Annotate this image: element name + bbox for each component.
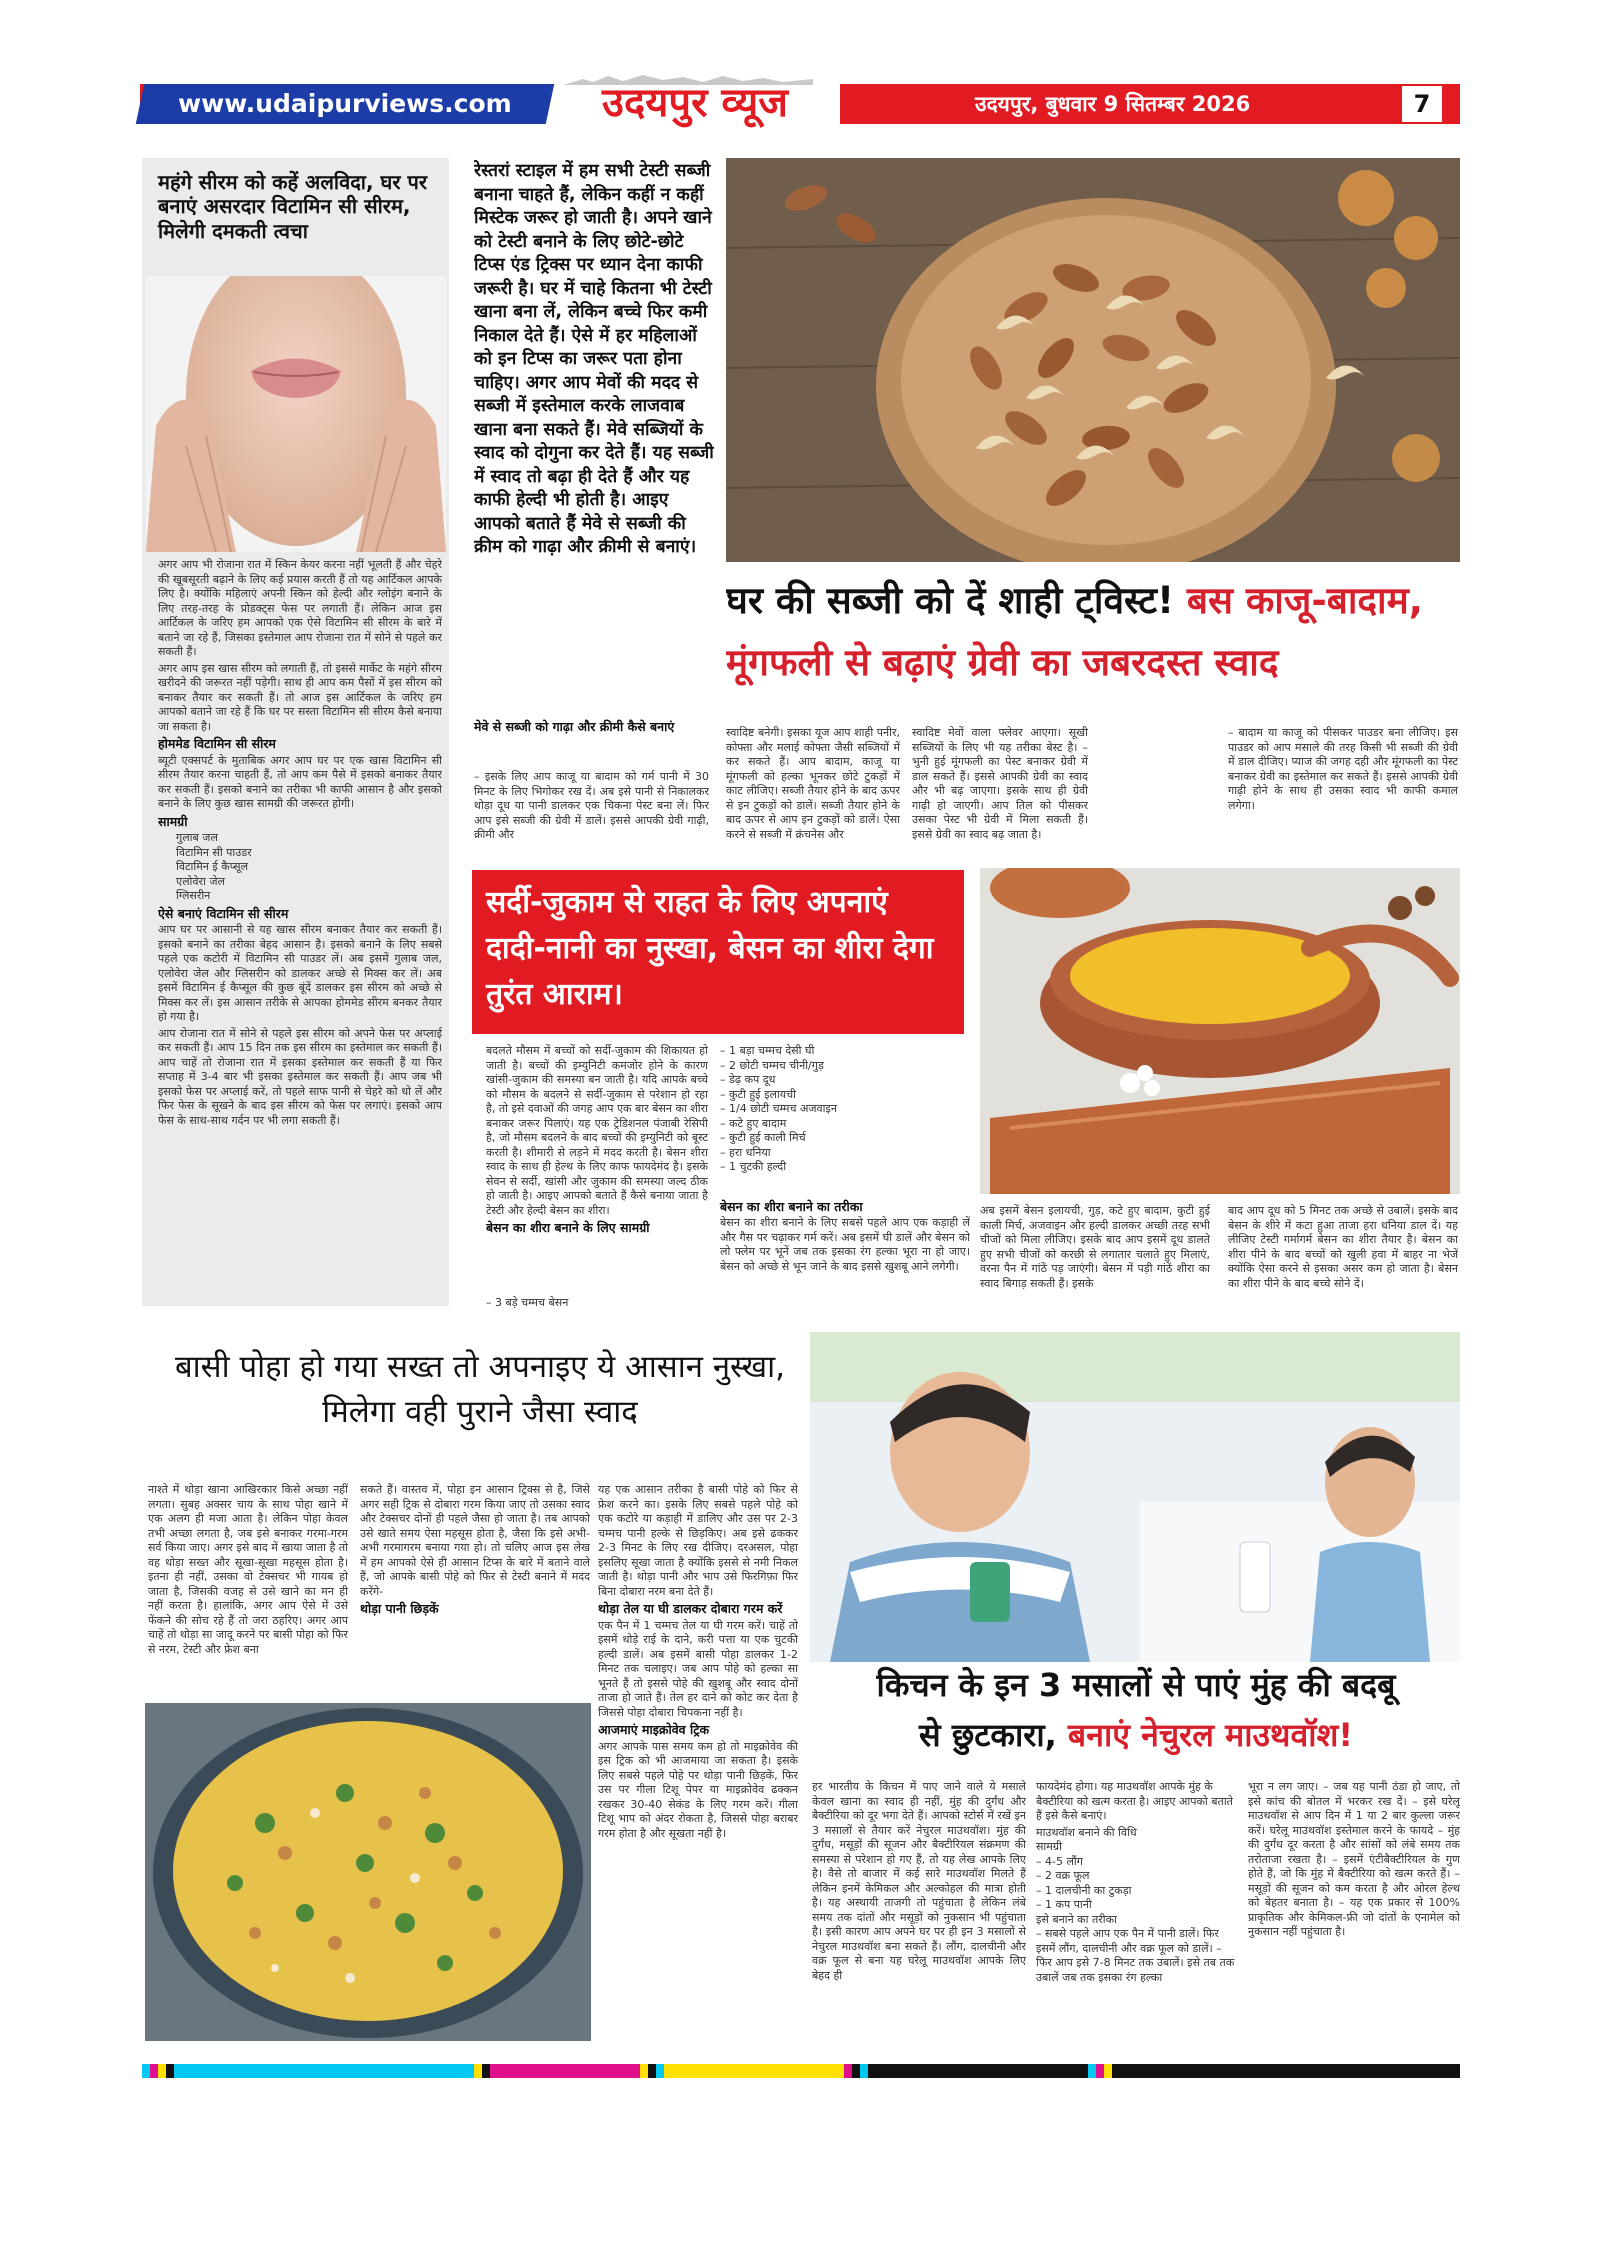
serum-intro-1: अगर आप भी रोजाना रात में स्किन केयर करना नहीं भूलती हैं और चेहरे की खूबसूरती बढ़ाने के लिए कई प्रयास करती हैं तो यह आर्टिकल आपके लिए है। क्योंकि महिलाएं अपनी स्किन को हेल्दी और ग्लोइंग बनाने के लिए तरह-तरह के प्रोडक्ट्स फेस पर लगाती हैं। लेकिन आज इस आर्टिकल के जरिए हम आपको एक ऐसे विटामिन सी सीरम के बारे में बताने जा रहे हैं, जिसका इस्तेमाल आप रोजाना रात में सोने से पहले कर सकती हैं। (158, 558, 442, 658)
face-photo (146, 276, 446, 552)
besan-subhead-ingredients: बेसन का शीरा बनाने के लिए सामग्री (486, 1220, 650, 1235)
list-item: – हरा धनिया (720, 1145, 771, 1159)
serum-para-5: आप रोजाना रात में सोने से पहले इस सीरम को अपने फेस पर अप्लाई कर सकती हैं। आप 15 दिन तक इस सीरम का इस्तेमाल कर सकती हैं। आप चाहें तो रोजाना रात में इसका इस्तेमाल कर सकती हैं या फिर सप्ताह में 3-4 बार भी इसका इस्तेमाल कर सकती हैं। आप जब भी इसको फेस पर अप्लाई करें, तो पहले साफ पानी से चेहरे को धो लें और फिर फेस के सूखने के बाद इस सीरम को फेस पर लगाएं। इसको आप फेस के साथ-साथ गर्दन पर भी लगा सकती हैं। (158, 1026, 442, 1127)
mouthwash-col2-subhead: माउथवॉश बनाने की विधि (1036, 1825, 1137, 1839)
besan-col2-text: बेसन का शीरा बनाने के लिए सबसे पहले आप एक कड़ाही लें और गैस पर चढ़ाकर गर्म करें। अब इसमें घी डालें और बेसन को लो फ्लेम पर भूनें जब तक इसका रंग हल्का भूरा ना हो जाए। बेसन को अच्छे से भून जाने के बाद इससे खुशबू आने लगेगी। (720, 1216, 970, 1273)
mouthwash-col2-label: सामग्री (1036, 1840, 1062, 1853)
page-number: 7 (1402, 86, 1442, 122)
poha-subhead-water: थोड़ा पानी छिड़कें (360, 1601, 439, 1616)
mouthwash-headline-line2 (812, 1716, 1460, 1770)
mouthwash-col3-text: भूरा न लग जाए। – जब यह पानी ठंडा हो जाए, तो इसे कांच की बोतल में भरकर रख दें। – इसे घरेलू माउथवॉश से आप दिन में 1 या 2 बार कुल्ला जरूर करें। घरेलू माउथवॉश इस्तेमाल करने के फायदे – मुंह की दुर्गंध दूर करता है और सांसों को लंबे समय तक तरोताजा रखता है। – इसमें एंटीबैक्टीरियल के गुण होते हैं, जो कि मुंह में बैक्टीरिया को खत्म करते हैं। – मसूड़ों की सूजन को कम करता है और ओरल हेल्थ को बेहतर बनाता है। – यह एक प्रकार से 100% प्राकृतिक और केमिकल-फ्री जो दांतों के एनामेल को नुकसान नहीं पहुंचाता है। (1248, 1780, 1460, 1938)
poha-col3 (598, 1483, 798, 2043)
mouthwash-headline-part2a: से छुटकारा, (919, 1716, 1057, 1754)
nuts-col1-text: – इसके लिए आप काजू या बादाम को गर्म पानी में 30 मिनट के लिए भिगोकर रख दें। अब इसे पानी से निकालकर थोड़ा दूध या पानी डालकर एक चिकना पेस्ट बना लें। फिर आप इसे सब्जी की ग्रेवी में डालें। इससे आपकी ग्रेवी गाढ़ी, क्रीमी और (474, 770, 709, 841)
color-calibration-bar (142, 2063, 1460, 2077)
poha-subhead-oil: थोड़ा तेल या घी डालकर दोबारा गरम करें (598, 1601, 783, 1616)
serum-ingredients-list (158, 831, 442, 904)
nuts-headline-part2: बस काजू-बादाम, (1186, 579, 1423, 622)
list-item: विटामिन सी पाउडर (176, 845, 252, 859)
besan-ingredients-list (720, 1044, 910, 1194)
mouthwash-col2-text2: – सबसे पहले आप एक पैन में पानी डालें। फिर इसमें लौंग, दालचीनी और वक्र फूल को डालें। – फिर आप इसे 7-8 मिनट तक उबालें। इसे तब तक उबालें जब तक इसका रंग हल्का (1036, 1927, 1235, 1984)
nuts-bowl-photo (726, 158, 1460, 562)
list-item: – 1/4 छोटी चम्मच अजवाइन (720, 1102, 838, 1115)
besan-subhead-method: बेसन का शीरा बनाने का तरीका (720, 1199, 863, 1214)
serum-intro-2: अगर आप इस खास सीरम को लगाती हैं, तो इससे मार्केट के महंगे सीरम खरीदने की जरूरत नहीं पड़ेगी। साथ ही आप कम पैसों में इस सीरम को बनाकर तैयार कर सकती हैं। तो आज इस आर्टिकल के जरिए हम आपको बताने जा रहे हैं कि घर पर सस्ता विटामिन सी सीरम कैसे बनाया जा सकता है। (158, 661, 442, 733)
mouthwash-col2-method: इसे बनाने का तरीका (1036, 1912, 1117, 1926)
besan-col1 (486, 1044, 708, 1294)
poha-col3c-text: अगर आपके पास समय कम हो तो माइक्रोवेव की इस ट्रिक को भी आजमाया जा सकता है। इसके लिए सबसे पहले पोहे पर थोड़ा पानी छिड़कें, फिर उस पर गीला टिशू पेपर या माइक्रोवेव ढक्कन रखकर 30-40 सेकंड के लिए गरम करें। गीला टिशू भाप को अंदर रोकता है, जिससे पोहा बराबर गरम होता है और सूखता नहीं है। (598, 1739, 798, 1840)
besan-col4-text: बाद आप दूध को 5 मिनट तक अच्छे से उबालें। इसके बाद बेसन के शीरे में कटा हुआ ताजा हरा धनिया डाल दें। यह लीजिए टेस्टी गर्मागर्म बेसन का शीरा तैयार है। बेसन का शीरा पीने के बाद बच्चों को खुली हवा में बाहर ना भेजें क्योंकि ऐसा करने से इसका असर कम हो जाता है। बेसन का शीरा पीने के बाद बच्चे सोने दें। (1228, 1204, 1458, 1290)
poha-headline: बासी पोहा हो गया सख्त तो अपनाइए ये आसान नुस्खा, मिलेगा वही पुराने जैसा स्वाद (174, 1349, 786, 1430)
list-item: – 1 बड़ा चम्मच देसी घी (720, 1044, 815, 1057)
list-item: एलोवेरा जेल (176, 874, 225, 888)
nuts-headline-part1: घर की सब्जी को दें शाही ट्विस्ट! (726, 579, 1174, 622)
serum-subhead-homemade: होममेड विटामिन सी सीरम (158, 736, 276, 751)
list-item: – 1 चुटकी हल्दी (720, 1160, 787, 1173)
serum-subhead-method: ऐसे बनाएं विटामिन सी सीरम (158, 905, 289, 921)
mouthwash-gargle-photo (810, 1332, 1460, 1662)
nuts-headline-line2: मूंगफली से बढ़ाएं ग्रेवी का जबरदस्त स्वाद (726, 641, 1279, 684)
nuts-headline-line1 (726, 578, 1460, 628)
poha-col3-text: यह एक आसान तरीका है बासी पोहे को फिर से फ्रेश करने का। इसके लिए सबसे पहले पोहे को एक कटोरे या कड़ाही में डालिए और उस पर 2-3 चम्मच पानी हल्के से छिड़किए। अब इसे ढककर 2-3 मिनट के लिए रख दीजिए। दरअसल, पोहा इसलिए सूखा जाता है क्योंकि इससे से नमी निकल जाती है। थोड़ा पानी और भाप उसे फिरगिफ़ा फिर बिना दोबारा नरम बना देते हैं। (598, 1483, 798, 1598)
besan-ingredient-first: – 3 बड़े चम्मच बेसन (486, 1296, 569, 1309)
besan-sheera-photo (980, 868, 1460, 1194)
besan-col3-text: अब इसमें बेसन इलायची, गुड़, कटे हुए बादाम, कुटी हुई काली मिर्च, अजवाइन और हल्दी डालकर अच्छी तरह सभी चीजों को मिला लीजिए। इसके बाद आप इसमें दूध डालते हुए सभी चीजों को करछी से लगातार चलाते हुए मिलाएं, वरना पैन में गांठें पड़ जाएंगी। बेसन में पड़ी गांठें शीरा का स्वाद बिगाड़ सकती हैं। इसके (980, 1204, 1210, 1290)
list-item: – 1 कप पानी (1036, 1898, 1092, 1911)
mouthwash-headline-part2b: बनाएं नेचुरल माउथवॉश! (1067, 1716, 1353, 1754)
list-item: ग्लिसरीन (176, 889, 211, 902)
besan-headline: सर्दी-जुकाम से राहत के लिए अपनाएं दादी-नानी का नुस्खा, बेसन का शीरा देगा तुरंत आराम। (486, 885, 934, 1012)
mouthwash-col2-text: फायदेमंद होगा। यह माउथवॉश आपके मुंह के बैक्टीरिया को खत्म करता है। आइए आपको बताते हैं इसे कैसे बनाएं। (1036, 1780, 1233, 1822)
nuts-col3-text: स्वादिष्ट मेवों वाला फ्लेवर आएगा। सूखी सब्जियों के लिए भी यह तरीका बेस्ट है। – भुनी हुई मूंगफली का पेस्ट बनाकर ग्रेवी में डाल सकते हैं। इससे आपकी ग्रेवी का स्वाद और भी बढ़ जाएगा। इसके साथ ही ग्रेवी गाढ़ी हो जाएगी। आप तिल को पीसकर उसका पेस्ट भी ग्रेवी में मिला सकती हैं। इससे ग्रेवी का स्वाद बढ़ जाता है। (912, 726, 1088, 841)
list-item: – 2 वक्र फूल (1036, 1869, 1090, 1882)
list-item: – 2 छोटी चम्मच चीनी/गुड़ (720, 1058, 824, 1072)
list-item: – डेढ़ कप दूध (720, 1073, 776, 1086)
mouthwash-col2 (1036, 1780, 1236, 2044)
serum-subhead-ingredients: सामग्री (158, 813, 188, 829)
poha-col3b-text: एक पैन में 1 चम्मच तेल या घी गरम करें। चाहें तो इसमें थोड़े राई के दाने, करी पत्ता या एक चुटकी हल्दी डालें। अब इसमें बासी पोहा डालकर 1-2 मिनट तक चलाइए। जब आप पोहे को हल्का सा भूनते हैं तो इससे पोहे की खुशबू और स्वाद दोनों ताजा हो जाते हैं। तेल हर दाने को कोट कर देता है जिससे पोहा दोबारा चिपकना नहीं है। (598, 1618, 798, 1719)
poha-plate-photo (145, 1703, 591, 2041)
mouthwash-headline-line1: किचन के इन 3 मसालों से पाएं मुंह की बदबू (876, 1666, 1396, 1704)
date-line: उदयपुर, बुधवार 9 सितम्बर 2026 (975, 92, 1251, 116)
list-item: – कुटी हुई काली मिर्च (720, 1131, 806, 1144)
masthead: उदयपुर व्यूज (602, 80, 788, 126)
serum-para-3: ब्यूटी एक्सपर्ट के मुताबिक अगर आप घर पर एक खास विटामिन सी सीरम तैयार करना चाहती हैं, तो आप कम पैसे में इसको बनाकर तैयार कर सकती हैं। इसको बनाने का तरीका भी काफी आसान है और इसको बनाने के लिए कुछ खास सामग्री की जरूरत होगी। (158, 753, 442, 810)
poha-col2 (360, 1483, 590, 1699)
serum-body (158, 558, 442, 1298)
nuts-col2-text: स्वादिष्ट बनेगी। इसका यूज आप शाही पनीर, कोफ्ता और मलाई कोफ्ता जैसी सब्जियों में कर सकते हैं। आप बादाम, काजू या मूंगफली को हल्का भूनकर छोटे टुकड़ों में काट लीजिए। सब्जी तैयार होने के बाद ऊपर से इन टुकड़ों को डालें। सब्जी तैयार होने के बाद ऊपर से आप इन टुकड़ों को डालें। ऐसा करने से सब्जी में क्रंचनेस और (726, 726, 900, 841)
serum-headline: महंगे सीरम को कहें अलविदा, घर पर बनाएं असरदार विटामिन सी सीरम, मिलेगी दमकती त्वचा (158, 170, 428, 243)
mouthwash-col1-text: हर भारतीय के किचन में पाए जाने वाले ये मसाले केवल खाना का स्वाद ही नहीं, मुंह की दुर्गंध और बैक्टीरिया को दूर भगा देते हैं। आपको स्टोर्स में रखें इन 3 मसालों से तैयार करें नेचुरल माउथवॉश। मुंह की दुर्गंध, मसूड़ों की सूजन और बैक्टीरियल संक्रमण की समस्या से परेशान हो गए हैं, तो यह लेख आपके लिए है। वैसे तो बाजार में कई सारे माउथवॉश मिलते हैं लेकिन इनमें केमिकल और अल्कोहल की मात्रा होती है। यह अस्थायी ताजगी तो पहुंचाता है लेकिन लंबे समय तक दांतों और मसूड़ों को नुकसान भी पहुंचाता है। इसी कारण आप अपने घर पर ही इन 3 मसालों से नेचुरल माउथवॉश बना सकते हैं। लौंग, दालचीनी और वक्र फूल से बना यह घरेलू माउथवॉश आपके लिए बेहद ही (812, 1780, 1026, 1982)
list-item: – कटे हुए बादाम (720, 1116, 787, 1130)
besan-col1-text: बदलते मौसम में बच्चों को सर्दी-जुकाम की शिकायत हो जाती है। बच्चों की इम्युनिटी कमजोर होने के कारण खांसी-जुकाम की समस्या बन जाती है। यदि आपके बच्चे को मौसम के बदलने से सर्दी-जुकाम से परेशान हो रहा है, तो इसे दवाओं की जगह आप एक बार बेसन का शीरा बनाकर जरूर पिलाएं। यह एक ट्रेडिशनल पंजाबी रेसिपी है, जो मौसम बदलने के बाद बच्चों की इम्युनिटी को बूस्ट करती है। शीमारी से लड़ने में मदद करती है। बेसन शीरा स्वाद के साथ ही हेल्थ के लिए काफ फायदेमंद है। इसके सेवन से सर्दी, खांसी और जुकाम की समस्या जल्द ठीक हो जाती है। आइए आपको बताते हैं कैसे बनाया जाता है टेस्टी और हेल्दी बेसन का शीरा। (486, 1044, 708, 1217)
list-item: – कुटी हुई इलायची (720, 1087, 796, 1101)
poha-col2-text: सकते हैं। वास्तव में, पोहा इन आसान ट्रिक्स से है, जिसे अगर सही ट्रिक से दोबारा गरम किया जाए तो उसका स्वाद और टेक्सचर दोनों ही पहले जैसा हो जाता है। तब आपको उसे खाते समय ऐसा महसूस होता है, जैसा कि इसे अभी-अभी गरमागरम बनाया गया हो। तो चलिए आज इस लेख में हम आपको ऐसे ही आसान टिप्स के बारे में बताने वाले हैं, जो आपके बासी पोहे को फिर से टेस्टी बनाने में मदद करेंगे- (360, 1483, 590, 1598)
poha-subhead-microwave: आजमाएं माइक्रोवेव ट्रिक (598, 1722, 710, 1737)
list-item: विटामिन ई कैप्सूल (176, 860, 249, 873)
serum-para-4: आप घर पर आसानी से यह खास सीरम बनाकर तैयार कर सकती हैं। इसको बनाने का तरीका बेहद आसान है। इसको बनाने के लिए सबसे पहले एक कटोरी में विटामिन सी पाउडर लें। अब इसमें गुलाब जल, एलोवेरा जेल और ग्लिसरीन को डालकर अच्छे से मिक्स कर लें। अब इसमें विटामिन ई कैप्सूल की कुछ बूंदें डालकर इस सीरम को अच्छे से मिक्स कर लें। इस आसान तरीके से आपका होममेड सीरम बनकर तैयार हो गया है। (158, 923, 442, 1023)
poha-col1-text: नाश्ते में थोड़ा खाना आखिरकार किसे अच्छा नहीं लगता। सुबह अक्सर चाय के साथ पोहा खाने में एक अलग ही मजा आता है। लेकिन पोहा केवल तभी अच्छा लगता है, जब इसे बनाकर गरमा-गरम सर्व किया जाए। अगर इसे बाद में खाया जाता है तो वह थोड़ा सख्त और सूखा-सूखा महसूस होता है। इतना ही नहीं, उसका वो टेक्सचर भी गायब हो जाता है, जिसकी वजह से उसे खाने का मन ही नहीं करता है। हालांकि, अगर आप ऐसे में उसे फेंकने की सोच रहे हैं तो जरा ठहरिए। अगर आप चाहें तो थोड़ा सा जादू करने पर बासी पोहा को फिर से नरम, टेस्टी और फ्रेश बना (148, 1483, 348, 1656)
list-item: गुलाब जल (176, 831, 218, 844)
nuts-subhead: मेवे से सब्जी को गाढ़ा और क्रीमी कैसे बनाएं (474, 719, 675, 734)
site-url[interactable]: www.udaipurviews.com (178, 89, 512, 118)
nuts-intro-bold: रेस्तरां स्टाइल में हम सभी टेस्टी सब्जी बनाना चाहते हैं, लेकिन कहीं न कहीं मिस्टेक जरूर हो जाती है। अपने खाने को टेस्टी बनाने के लिए छोटे-छोटे टिप्स एंड ट्रिक्स पर ध्यान देना काफी जरूरी है। घर में चाहे कितना भी टेस्टी खाना बना लें, लेकिन बच्चे फिर कमी निकाल देते हैं। ऐसे में हर महिलाओं को इन टिप्स का जरूर पता होना चाहिए। अगर आप मेवों की मदद से सब्जी में इस्तेमाल करके लाजवाब खाना बना सकते हैं। मेवे सब्जियों के स्वाद को दोगुना कर देते हैं। यह सब्जी में स्वाद तो बढ़ा ही देते हैं और यह काफी हेल्दी भी होती है। आइए आपको बताते हैं मेवे से सब्जी की क्रीम को गाढ़ा और क्रीमी से बनाएं। (474, 161, 714, 557)
list-item: – 4-5 लौंग (1036, 1854, 1083, 1868)
list-item: – 1 दालचीनी का टुकड़ा (1036, 1883, 1132, 1897)
nuts-col4-text: – बादाम या काजू को पीसकर पाउडर बना लीजिए। इस पाउडर को आप मसाले की तरह किसी भी सब्जी की ग्रेवी में डाल दीजिए। प्याज की जगह दही और मूंगफली का पेस्ट बनाकर ग्रेवी का इस्तेमाल कर सकते हैं। इससे आपकी ग्रेवी गाढ़ी होने के साथ ही उसका स्वाद भी काफी कमाल लगेगा। (1228, 726, 1458, 812)
